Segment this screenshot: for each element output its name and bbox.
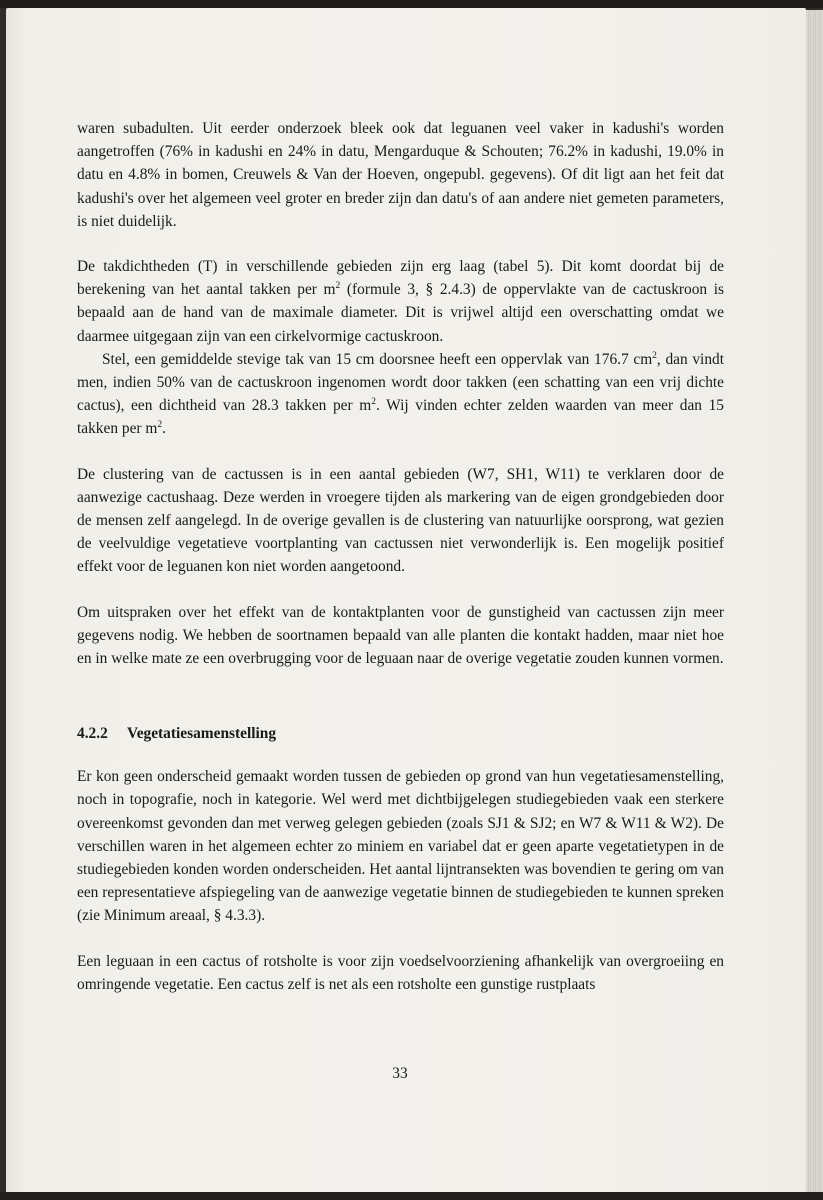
scan-bottom-border xyxy=(0,1192,823,1200)
paragraph-clustering: De clustering van de cactussen is in een aantal gebieden (W7, SH1, W11) te verklaren door de aanwezige cactushaag. Deze werden in vroegere tijden als markering van de eigen grondgebieden door de mensen zelf aangelegd. In de overige gevallen is de clustering van natuurlijke oorsprong, wat gezien de veelvuldige vegetatieve voortplanting van cactussen niet verwonderlijk is. Een mogelijk positief effekt voor de leguanen kon niet worden aangetoond. xyxy=(77,465,724,576)
text-fragment: (formule 3, § 2.4.3) de oppervlakte van de cactuskroon is bepaald aan de hand van de maximale diameter. Dit is vrijwel altijd een overschatting omdat we daarmee uitgegaan zijn van een cirkelvormige cactuskroon. xyxy=(77,281,725,345)
paragraph-leguaan: Een leguaan in een cactus of rotsholte is voor zijn voedselvoorziening afhankelijk van overgroeiing en omringende vegetatie. Een cactus zelf is net als een rotsholte een gunstige rustplaats xyxy=(77,952,724,993)
paragraph-stel xyxy=(77,348,724,441)
book-page-edges xyxy=(804,10,823,1192)
text-fragment: . Wij vinden echter zelden waarden van meer dan 15 takken per m xyxy=(77,397,724,438)
superscript: 2 xyxy=(652,350,657,361)
text-fragment: Stel, een gemiddelde stevige tak van 15 cm doorsnee heeft een oppervlak van 176.7 cm xyxy=(102,350,653,368)
section-heading xyxy=(77,722,724,745)
text-fragment: De takdichtheden (T) in verschillende gebieden zijn erg laag (tabel 5). Dit komt doordat bij de berekening van het aantal takken per m xyxy=(77,258,724,299)
page-body xyxy=(77,117,724,996)
section-number: 4.2.2 xyxy=(77,725,108,743)
text-fragment: . xyxy=(162,420,166,438)
superscript: 2 xyxy=(335,281,341,292)
paragraph-kadushi: waren subadulten. Uit eerder onderzoek bleek ook dat leguanen veel vaker in kadushi's worden aangetroffen (76% in kadushi en 24% in datu, Mengarduque & Schouten; 76.2% in kadushi, 19.0% in datu en 4.8% in bomen, Creuwels & Van der Hoeven, ongepubl. gegevens). Of dit ligt aan het feit dat kadushi's over het algemeen veel groter en breder zijn dan datu's of aan andere niet gemeten parameters, is niet duidelijk. xyxy=(77,120,724,230)
superscript: 2 xyxy=(371,397,376,408)
paragraph-takdichtheden xyxy=(77,255,724,348)
superscript: 2 xyxy=(157,420,163,431)
page-number: 33 xyxy=(392,1065,408,1082)
text-fragment: , dan vindt men, indien 50% van de cactuskroon ingenomen wordt door takken (een schatting van een vrij dichte cactus), een dichtheid van 28.3 takken per m xyxy=(77,350,724,415)
paragraph-kontaktplanten: Om uitspraken over het effekt van de kontaktplanten voor de gunstigheid van cactussen zijn meer gegevens nodig. We hebben de soortnamen bepaald van alle planten die kontakt hadden, maar niet hoe en in welke mate ze een overbrugging voor de leguaan naar de overige vegetatie zouden kunnen vormen. xyxy=(77,603,724,668)
paragraph-vegetatie: Er kon geen onderscheid gemaakt worden tussen de gebieden op grond van hun vegetatiesamenstelling, noch in topografie, noch in kategorie. Wel werd met dichtbijgelegen studiegebieden vaak een sterkere overeenkomst gevonden dan met verweg gelegen gebieden (zoals SJ1 & SJ2; en W7 & W11 & W2). De verschillen waren in het algemeen echter zo miniem en variabel dat er geen aparte vegetatietypen in de studiegebieden konden worden onderscheiden. Het aantal lijntransekten was bovendien te gering om van een representatieve afspiegeling van de aanwezige vegetatie binnen de studiegebieden te kunnen spreken (zie Minimum areaal, § 4.3.3). xyxy=(77,768,724,925)
scan-top-border xyxy=(0,0,823,8)
section-title: Vegetatiesamenstelling xyxy=(127,725,277,743)
